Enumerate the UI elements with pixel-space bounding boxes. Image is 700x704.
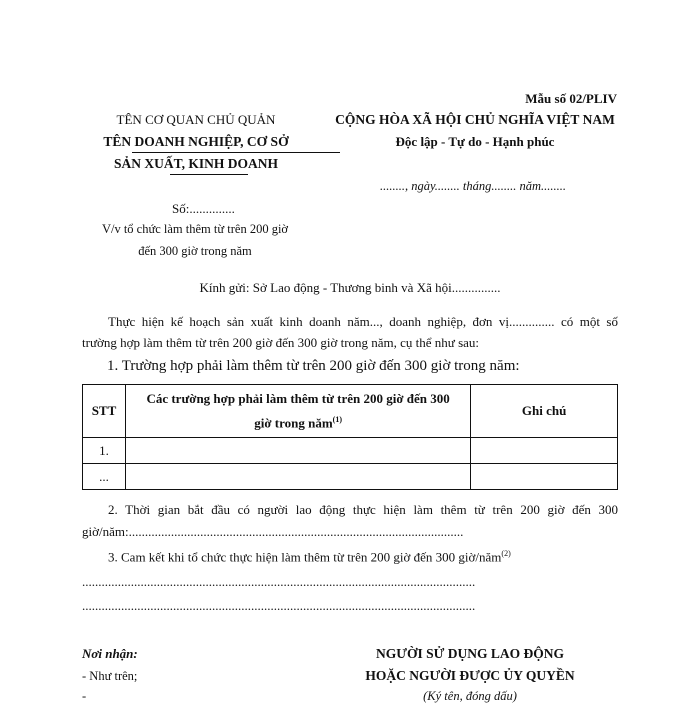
section1-title: 1. Trường hợp phải làm thêm từ trên 200 giờ đến 300 giờ trong năm: bbox=[107, 358, 520, 374]
table-header-row bbox=[83, 385, 618, 438]
header-cases-line2: giờ trong năm bbox=[254, 415, 333, 431]
section2-line2: giờ/năm:....................................................................................................... bbox=[82, 524, 464, 539]
row-stt: ... bbox=[83, 464, 126, 490]
enterprise-underline-1 bbox=[132, 152, 340, 153]
header-note: Ghi chú bbox=[471, 385, 618, 438]
header-cases-line1: Các trường hợp phải làm thêm từ trên 200 giờ đến 300 bbox=[146, 391, 450, 407]
row-cases bbox=[125, 438, 470, 464]
section2-line1: 2. Thời gian bắt đầu có người lao động thực hiện làm thêm từ trên 200 giờ đến 300 bbox=[108, 502, 618, 517]
recipients-label: Nơi nhận: bbox=[82, 646, 138, 661]
enterprise-name-line2: SẢN XUẤT, KINH DOANH bbox=[113, 156, 278, 171]
nation-title: CỘNG HÒA XÃ HỘI CHỦ NGHĨA VIỆT NAM bbox=[335, 112, 615, 127]
recipients-item2: - bbox=[82, 689, 87, 703]
document-number: Số:.............. bbox=[172, 201, 235, 216]
row-stt: 1. bbox=[83, 438, 126, 464]
table-row bbox=[83, 464, 618, 490]
section3-text: 3. Cam kết khi tổ chức thực hiện làm thêm từ trên 200 giờ đến 300 giờ/năm bbox=[108, 549, 502, 565]
intro-line2: trường hợp làm thêm từ trên 200 giờ đến 300 giờ trong năm, cụ thể như sau: bbox=[82, 335, 480, 350]
recipient: Kính gửi: Sở Lao động - Thương binh và Xã hội............... bbox=[199, 280, 501, 295]
dots-line1: ......................................................................................................................... bbox=[82, 574, 476, 589]
national-motto: Độc lập - Tự do - Hạnh phúc bbox=[395, 134, 555, 149]
dots-line2: ......................................................................................................................... bbox=[82, 598, 476, 613]
agency-name: TÊN CƠ QUAN CHỦ QUẢN bbox=[116, 112, 276, 127]
section3 bbox=[108, 549, 511, 565]
row-note bbox=[471, 438, 618, 464]
header-cases-note: (1) bbox=[332, 415, 342, 425]
cases-table bbox=[82, 384, 618, 490]
row-note bbox=[471, 464, 618, 490]
intro-line1: Thực hiện kế hoạch sản xuất kinh doanh năm..., doanh nghiệp, đơn vị.............. có một số bbox=[108, 314, 618, 329]
enterprise-name-line1: TÊN DOANH NGHIỆP, CƠ SỞ bbox=[103, 134, 289, 149]
recipients-item1: - Như trên; bbox=[82, 669, 138, 683]
form-code: Mẫu số 02/PLIV bbox=[525, 91, 617, 106]
subject-line1: V/v tổ chức làm thêm từ trên 200 giờ bbox=[101, 222, 289, 236]
row-cases bbox=[125, 464, 470, 490]
section3-note: (2) bbox=[501, 549, 511, 558]
signer-title-line1: NGƯỜI SỬ DỤNG LAO ĐỘNG bbox=[375, 646, 564, 661]
date-line: ........, ngày........ tháng........ năm........ bbox=[379, 179, 567, 193]
enterprise-underline-2 bbox=[170, 174, 248, 175]
header-stt: STT bbox=[83, 385, 126, 438]
signer-title-line2: HOẶC NGƯỜI ĐƯỢC ỦY QUYỀN bbox=[365, 668, 575, 683]
subject-line2: đến 300 giờ trong năm bbox=[138, 244, 252, 258]
header-cases bbox=[125, 385, 470, 438]
table-row bbox=[83, 438, 618, 464]
signer-note: (Ký tên, đóng dấu) bbox=[423, 689, 517, 703]
